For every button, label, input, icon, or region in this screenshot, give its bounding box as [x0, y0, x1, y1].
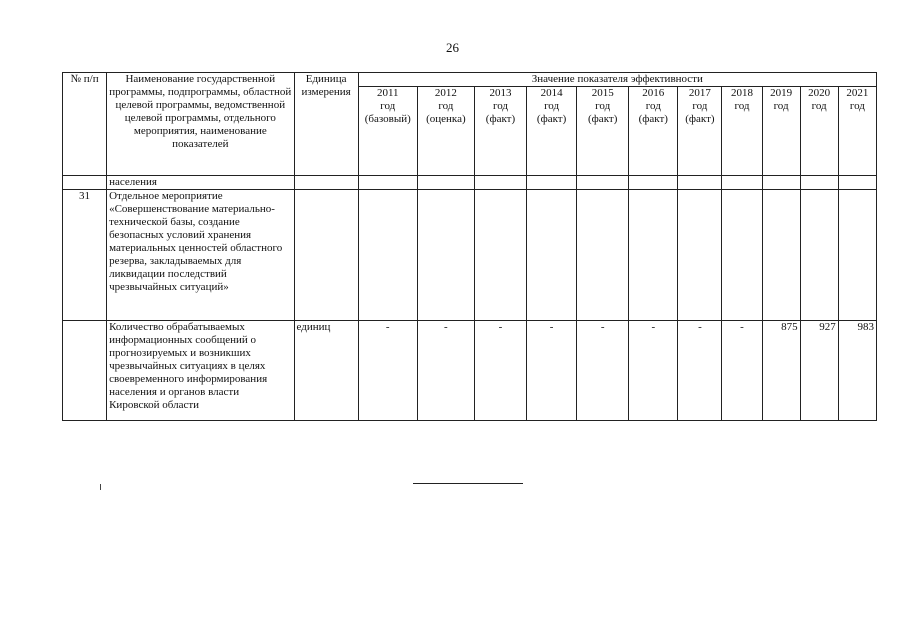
page-number: 26 — [446, 40, 459, 55]
header-year-label: 2016 — [642, 87, 665, 99]
header-year-2013 — [474, 87, 526, 176]
row-value — [722, 176, 762, 190]
row-value: - — [417, 321, 474, 421]
row-unit: единиц — [294, 321, 358, 421]
row-value — [417, 190, 474, 321]
row-value — [417, 176, 474, 190]
row-value — [527, 176, 577, 190]
row-value: - — [577, 321, 629, 421]
row-value — [358, 190, 417, 321]
header-year-unit: год — [811, 100, 827, 112]
indicator-table — [62, 72, 877, 421]
row-value — [358, 176, 417, 190]
header-unit: Единица измерения — [294, 73, 358, 176]
row-value — [577, 176, 629, 190]
header-year-note: (факт) — [536, 113, 567, 125]
header-year-label: 2019 — [770, 87, 793, 99]
row-value: 983 — [838, 321, 876, 421]
row-value — [678, 176, 722, 190]
header-year-2016 — [629, 87, 678, 176]
header-year-note: (факт) — [638, 113, 668, 125]
header-year-unit: год — [492, 100, 508, 112]
row-value — [838, 190, 876, 321]
header-year-label: 2017 — [688, 87, 711, 99]
header-year-label: 2012 — [434, 87, 457, 99]
header-year-2011 — [358, 87, 417, 176]
row-value — [629, 190, 678, 321]
row-value — [838, 176, 876, 190]
header-year-unit: год — [438, 100, 454, 112]
row-value — [474, 176, 526, 190]
row-value — [678, 190, 722, 321]
header-year-unit: год — [595, 100, 611, 112]
header-year-label: 2013 — [489, 87, 512, 99]
row-value — [762, 176, 800, 190]
header-year-label: 2014 — [540, 87, 563, 99]
header-year-unit: год — [544, 100, 560, 112]
row-value: - — [678, 321, 722, 421]
header-year-label: 2021 — [846, 87, 869, 99]
table-row — [63, 190, 877, 321]
row-value: - — [527, 321, 577, 421]
header-name: Наименование государственной программы, подпрограммы, областной целевой программы, ведомственной целевой программы, отдельного мероприятия, наименование показателей — [107, 73, 294, 176]
row-value — [762, 190, 800, 321]
row-name: населения — [107, 176, 294, 190]
row-value: - — [358, 321, 417, 421]
header-year-label: 2011 — [376, 87, 399, 99]
row-value: - — [629, 321, 678, 421]
header-year-2019 — [762, 87, 800, 176]
header-year-note: (факт) — [685, 113, 715, 125]
header-year-unit: год — [645, 100, 661, 112]
row-value — [527, 190, 577, 321]
row-value — [577, 190, 629, 321]
header-year-label: 2018 — [731, 87, 753, 99]
header-year-2014 — [527, 87, 577, 176]
row-value — [800, 176, 838, 190]
row-value — [800, 190, 838, 321]
header-year-2015 — [577, 87, 629, 176]
header-year-note: (базовый) — [364, 113, 411, 125]
header-indicator-group: Значение показателя эффективности — [358, 73, 876, 87]
header-year-unit: год — [849, 100, 865, 112]
header-row-1 — [63, 73, 877, 87]
row-value: - — [722, 321, 762, 421]
header-year-2018 — [722, 87, 762, 176]
table-row — [63, 176, 877, 190]
row-unit — [294, 190, 358, 321]
separator-line — [413, 483, 523, 484]
row-value: 875 — [762, 321, 800, 421]
row-value — [629, 176, 678, 190]
row-number — [63, 321, 107, 421]
row-value — [474, 190, 526, 321]
margin-mark — [100, 484, 101, 490]
header-year-note: (оценка) — [426, 113, 466, 125]
header-year-2012 — [417, 87, 474, 176]
header-year-2020 — [800, 87, 838, 176]
header-year-unit: год — [773, 100, 789, 112]
header-year-2017 — [678, 87, 722, 176]
table-row — [63, 321, 877, 421]
header-year-unit: год — [380, 100, 396, 112]
row-value — [722, 190, 762, 321]
row-unit — [294, 176, 358, 190]
row-value: - — [474, 321, 526, 421]
header-year-unit: год — [734, 100, 750, 112]
header-year-note: (факт) — [588, 113, 618, 125]
row-number — [63, 176, 107, 190]
header-year-2021 — [838, 87, 876, 176]
row-value: 927 — [800, 321, 838, 421]
header-year-unit: год — [692, 100, 708, 112]
row-name: Отдельное мероприятие «Совершенствование материально-технической базы, создание безопасных условий хранения материальных ценностей областного резерва, закладываемых для ликвидации последствий чрезвычайных ситуаций» — [107, 190, 294, 321]
header-num: № п/п — [63, 73, 107, 176]
header-year-label: 2015 — [591, 87, 614, 99]
row-name: Количество обрабатываемых информационных сообщений о прогнозируемых и возникших чрезвычайных ситуациях в целях своевременного информирования населения и органов власти Кировской области — [107, 321, 294, 421]
row-number: 31 — [63, 190, 107, 321]
header-year-note: (факт) — [485, 113, 516, 125]
header-year-label: 2020 — [808, 87, 831, 99]
